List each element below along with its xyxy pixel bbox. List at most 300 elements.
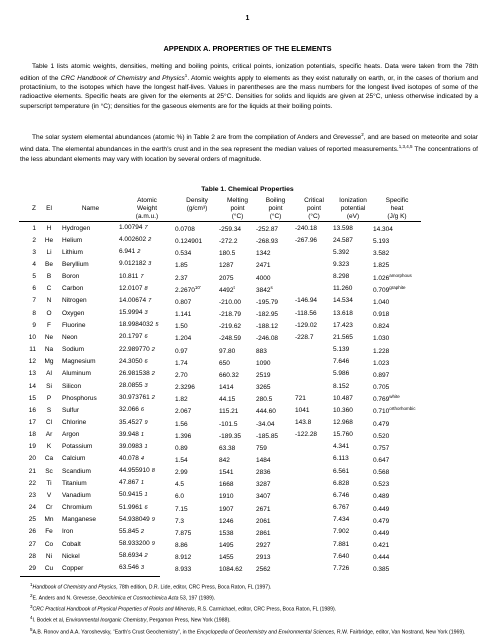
- header-ionization-1: Ionization: [339, 197, 367, 204]
- element-symbol-value: P: [46, 394, 52, 402]
- boiling-point-value: 3842: [256, 286, 271, 294]
- specific-heat: [373, 222, 421, 235]
- ionization-potential: [333, 222, 373, 235]
- header-heat-3: (J/g K): [373, 213, 421, 222]
- atomic-weight: [119, 465, 175, 477]
- melting-point: [219, 562, 256, 574]
- atomic-number-value: 27: [28, 540, 36, 548]
- critical-point: [295, 514, 333, 526]
- weight-uncertainty: 1: [144, 492, 148, 499]
- element-symbol-value: He: [44, 236, 54, 244]
- melting-point-value: 1495: [219, 542, 234, 550]
- specific-heat: [373, 502, 421, 514]
- melting-point-value: 180.5: [219, 250, 236, 258]
- element-name-value: Beryllium: [62, 260, 89, 268]
- ionization-potential: [333, 344, 373, 356]
- header-ionization-2: potential: [340, 205, 366, 212]
- ionization-potential: [333, 417, 373, 429]
- ionization-potential-value: 5.139: [333, 346, 350, 354]
- atomic-number-value: 28: [28, 552, 36, 560]
- melting-point: [219, 344, 256, 356]
- header-weight-3: (a.m.u.): [119, 213, 175, 222]
- element-name: [58, 344, 119, 356]
- specific-heat: [373, 368, 421, 380]
- density-value: 2.3296: [175, 384, 195, 392]
- header-melting-2: point: [230, 205, 245, 212]
- specific-heat: [373, 429, 421, 441]
- atomic-weight: [119, 331, 175, 343]
- ionization-potential: [333, 380, 373, 392]
- footnote-text: E. Anders and N. Grevesse,: [32, 595, 99, 602]
- boiling-point-value: 3287: [256, 481, 271, 489]
- ionization-potential: [333, 489, 373, 501]
- density: [175, 489, 219, 501]
- atomic-number: [19, 295, 40, 307]
- atomic-weight: [119, 477, 175, 489]
- ionization-potential-value: 21.565: [333, 333, 353, 341]
- critical-point: [295, 368, 333, 380]
- boiling-point-value: 2471: [256, 262, 271, 270]
- density-value: 1.141: [175, 311, 192, 319]
- melting-point: [219, 477, 256, 489]
- melting-point: [219, 502, 256, 514]
- atomic-number: [19, 271, 40, 283]
- intro-italic: CRC Handbook of Chemistry and Physics: [60, 75, 185, 83]
- specific-heat-value: 0.489: [373, 493, 390, 501]
- table-row: [19, 441, 421, 453]
- boiling-note: s: [270, 284, 273, 290]
- density-value: 2.99: [175, 469, 188, 477]
- element-symbol-value: Ar: [45, 431, 53, 439]
- boiling-point: [256, 429, 295, 441]
- header-weight-1: Atomic: [137, 197, 157, 204]
- boiling-point-value: -34.04: [256, 420, 275, 428]
- melting-point: [219, 246, 256, 258]
- critical-point: [295, 331, 333, 343]
- specific-heat-value: 1.040: [373, 298, 390, 306]
- density-value: 0.534: [175, 250, 192, 258]
- melting-point: [219, 319, 256, 331]
- atomic-weight: [119, 441, 175, 453]
- specific-heat-value: 0.710: [373, 408, 390, 416]
- atomic-weight: [119, 404, 175, 416]
- ionization-potential-value: 6.561: [333, 467, 350, 475]
- table-row: [19, 283, 421, 295]
- ionization-potential-value: 12.968: [333, 419, 353, 426]
- melting-point-value: 1668: [219, 481, 234, 489]
- ionization-potential-value: 7.434: [333, 516, 350, 524]
- header-heat-2: heat: [390, 205, 404, 212]
- element-symbol-value: Ca: [44, 455, 54, 463]
- boiling-point: [256, 234, 295, 246]
- melting-point: [219, 295, 256, 307]
- footnote-rule: [20, 576, 160, 577]
- element-name: [58, 368, 119, 380]
- element-name: [58, 392, 119, 404]
- ionization-potential-value: 5.392: [333, 248, 350, 256]
- density: [175, 380, 219, 392]
- element-name: [58, 441, 119, 453]
- atomic-weight: [119, 295, 175, 307]
- atomic-weight: [119, 489, 175, 501]
- specific-heat-value: 14.304: [373, 226, 393, 233]
- element-name: [58, 234, 119, 246]
- critical-point: [295, 234, 333, 246]
- ionization-potential-value: 10.360: [333, 406, 353, 414]
- melting-point: [219, 514, 256, 526]
- density: [175, 246, 219, 258]
- table-row: [19, 550, 421, 562]
- boiling-point: [256, 295, 295, 307]
- melting-point-value: 4492: [219, 286, 234, 294]
- atomic-weight: [119, 258, 175, 270]
- critical-point: [295, 429, 333, 441]
- boiling-point-value: -185.85: [256, 432, 279, 440]
- specific-heat-value: 0.757: [373, 444, 390, 452]
- weight-uncertainty: 7: [148, 297, 152, 304]
- critical-point-value: 721: [295, 394, 306, 402]
- density: [175, 441, 219, 453]
- atomic-number: [19, 368, 40, 380]
- element-symbol-value: Li: [46, 248, 52, 256]
- ionization-potential: [333, 526, 373, 538]
- atomic-number: [19, 489, 40, 501]
- specific-heat-value: 1.026: [373, 274, 390, 282]
- atomic-weight: [119, 380, 175, 392]
- specific-heat: [373, 417, 421, 429]
- atomic-weight: [119, 417, 175, 429]
- atomic-weight-value: 30.973761: [119, 394, 150, 402]
- specific-heat-form: graphite: [389, 284, 406, 290]
- element-symbol: [40, 550, 58, 562]
- table-row: [19, 234, 421, 246]
- atomic-weight-value: 24.3050: [119, 357, 143, 365]
- atomic-number: [19, 477, 40, 489]
- density-value: 0.89: [175, 444, 188, 452]
- atomic-number: [19, 502, 40, 514]
- melting-point: [219, 538, 256, 550]
- atomic-number: [19, 234, 40, 246]
- element-name-value: Phosphorus: [62, 394, 97, 402]
- density: [175, 526, 219, 538]
- atomic-weight-value: 35.4527: [119, 418, 143, 426]
- element-symbol-value: Fe: [45, 528, 53, 536]
- boiling-point-value: -182.95: [256, 311, 279, 319]
- atomic-number-value: 25: [28, 516, 36, 524]
- melting-point: [219, 356, 256, 368]
- table-row: [19, 258, 421, 270]
- density-value: 2.70: [175, 371, 188, 379]
- atomic-number-value: 19: [28, 443, 36, 451]
- element-name-value: Nitrogen: [62, 297, 87, 305]
- atomic-weight: [119, 368, 175, 380]
- footnote-number: 1: [30, 582, 33, 587]
- boiling-point: [256, 368, 295, 380]
- element-name-value: Iron: [62, 528, 74, 536]
- atomic-number-value: 9: [32, 321, 36, 329]
- footnote: [20, 593, 478, 603]
- ionization-potential: [333, 271, 373, 283]
- specific-heat-value: 0.479: [373, 517, 390, 525]
- element-symbol-value: Co: [44, 540, 54, 548]
- specific-heat-value: 1.023: [373, 359, 390, 367]
- critical-point: [295, 283, 333, 295]
- atomic-weight: [119, 502, 175, 514]
- table-row: [19, 477, 421, 489]
- boiling-point: [256, 477, 295, 489]
- boiling-point: [256, 489, 295, 501]
- boiling-point: [256, 514, 295, 526]
- atomic-number-value: 7: [32, 297, 36, 305]
- element-symbol: [40, 344, 58, 356]
- atomic-number: [19, 356, 40, 368]
- ionization-potential: [333, 562, 373, 574]
- boiling-point-value: 1484: [256, 456, 271, 464]
- atomic-weight-value: 15.9994: [119, 309, 143, 317]
- density-value: 4.5: [175, 481, 185, 489]
- melting-point-value: -218.79: [219, 311, 242, 319]
- melting-point: [219, 526, 256, 538]
- ionization-potential-value: 9.323: [333, 260, 350, 268]
- element-name-value: Boron: [62, 273, 80, 281]
- specific-heat: [373, 477, 421, 489]
- atomic-number: [19, 465, 40, 477]
- atomic-number: [19, 538, 40, 550]
- footnote-text: I. Bodek et al,: [32, 618, 66, 625]
- atomic-number-value: 22: [28, 479, 36, 487]
- element-symbol-value: B: [46, 273, 52, 281]
- element-name-value: Fluorine: [62, 321, 86, 329]
- specific-heat: [373, 319, 421, 331]
- specific-heat-form: white: [389, 394, 400, 400]
- weight-uncertainty: 2: [151, 370, 155, 377]
- element-name: [58, 526, 119, 538]
- element-name-value: Cobalt: [62, 540, 81, 548]
- atomic-number-value: 3: [32, 248, 36, 256]
- footnote-text-end: , 78th edition, D.R. Lide, editor, CRC Press, Boca Raton, FL (1997).: [116, 584, 272, 591]
- ionization-potential: [333, 465, 373, 477]
- atomic-number-value: 5: [32, 273, 36, 281]
- atomic-number: [19, 441, 40, 453]
- specific-heat-value: 0.918: [373, 311, 390, 319]
- element-name: [58, 283, 119, 295]
- ionization-potential: [333, 258, 373, 270]
- atomic-weight-value: 28.0855: [119, 382, 143, 390]
- element-symbol-value: Be: [45, 260, 53, 268]
- element-symbol-value: Mg: [44, 358, 54, 366]
- atomic-weight: [119, 234, 175, 246]
- abundance-text-a: The solar system elemental abundances (atomic %) in Table 2 are from the compilation of Anders and Grevesse: [32, 134, 362, 142]
- element-symbol: [40, 417, 58, 429]
- boiling-point: [256, 380, 295, 392]
- melting-point: [219, 404, 256, 416]
- boiling-point-value: 2861: [256, 529, 271, 537]
- ionization-potential-value: 17.423: [333, 321, 353, 329]
- header-ionization-3: (eV): [333, 213, 373, 222]
- weight-uncertainty: 8: [151, 468, 155, 475]
- boiling-point-value: 2927: [256, 542, 271, 550]
- atomic-weight-value: 4.002602: [119, 236, 147, 244]
- header-boiling-2: point: [268, 205, 283, 212]
- ionization-potential-value: 10.487: [333, 394, 353, 402]
- footnote-number: 5: [30, 626, 33, 632]
- density: [175, 453, 219, 465]
- element-name: [58, 319, 119, 331]
- density-value: 0.124901: [175, 238, 203, 246]
- melting-point-value: 1455: [219, 554, 234, 562]
- atomic-weight-value: 47.867: [119, 479, 139, 487]
- atomic-weight: [119, 222, 175, 235]
- boiling-point-value: 2519: [256, 371, 271, 379]
- element-name: [58, 307, 119, 319]
- boiling-point-value: -268.93: [256, 238, 279, 246]
- element-name: [58, 246, 119, 258]
- weight-uncertainty: 3: [148, 261, 152, 268]
- element-symbol-value: Al: [46, 370, 52, 378]
- boiling-point: [256, 404, 295, 416]
- table-row: [19, 526, 421, 538]
- weight-uncertainty: 3: [144, 383, 148, 390]
- abundance-footnote-ref-1: 2: [361, 132, 364, 137]
- abundance-footnote-ref-2: 1,3,4,5: [398, 144, 413, 150]
- density-temperature: 10': [194, 284, 201, 290]
- melting-point: [219, 331, 256, 343]
- ionization-potential: [333, 234, 373, 246]
- atomic-weight: [119, 246, 175, 258]
- critical-point: [295, 380, 333, 392]
- element-symbol: [40, 489, 58, 501]
- ionization-potential: [333, 319, 373, 331]
- atomic-number-value: 2: [32, 236, 36, 244]
- melting-point-value: -101.5: [219, 420, 238, 428]
- critical-point: [295, 502, 333, 514]
- boiling-point: [256, 356, 295, 368]
- boiling-point-value: 759: [256, 444, 267, 452]
- atomic-number-value: 29: [28, 564, 36, 572]
- ionization-potential-value: 6.113: [333, 455, 349, 463]
- element-symbol-value: H: [46, 224, 52, 232]
- specific-heat: [373, 489, 421, 501]
- element-symbol-value: F: [47, 321, 51, 329]
- melting-point: [219, 453, 256, 465]
- melting-point-value: 1907: [219, 505, 234, 513]
- atomic-weight-value: 58.933200: [119, 540, 150, 548]
- element-symbol: [40, 538, 58, 550]
- footnote-text: A.B. Ronov and A.A. Yaroshevsky, “Earth’s Crust Geochemistry”, in the: [32, 629, 197, 636]
- specific-heat: [373, 465, 421, 477]
- specific-heat-value: 1.228: [373, 347, 390, 355]
- weight-uncertainty: 9: [151, 516, 155, 523]
- ionization-potential: [333, 514, 373, 526]
- atomic-number-value: 17: [28, 419, 36, 426]
- critical-point-value: 1041: [295, 406, 310, 414]
- footnote-text-end: 53, 197 (1989).: [178, 595, 216, 602]
- intro-paragraph: [20, 62, 478, 111]
- boiling-point: [256, 271, 295, 283]
- atomic-number-value: 20: [28, 455, 36, 463]
- boiling-point-value: -195.79: [256, 298, 279, 306]
- element-name: [58, 356, 119, 368]
- melting-point: [219, 417, 256, 429]
- critical-point-value: -122.28: [295, 431, 318, 439]
- element-symbol-value: S: [46, 406, 52, 414]
- weight-uncertainty: 2: [137, 249, 141, 256]
- boiling-point: [256, 283, 295, 295]
- specific-heat: [373, 514, 421, 526]
- melting-point-value: 1910: [219, 493, 234, 501]
- element-symbol-value: K: [46, 443, 52, 451]
- atomic-weight-value: 6.941: [119, 248, 136, 256]
- ionization-potential-value: 13.598: [333, 224, 353, 232]
- specific-heat: [373, 283, 421, 295]
- boiling-point-value: 2061: [256, 517, 271, 525]
- atomic-number: [19, 429, 40, 441]
- header-critical-1: Critical: [304, 197, 324, 204]
- specific-heat-form: amorphous: [389, 272, 412, 278]
- footnote-number: 2: [30, 593, 33, 599]
- boiling-point-value: 2836: [256, 469, 271, 477]
- boiling-point-value: 1090: [256, 359, 271, 367]
- footnote-text-end: , R.S. Carmichael, editor, CRC Press, Boca Raton, FL (1989).: [194, 606, 337, 613]
- element-name-value: Carbon: [62, 285, 84, 293]
- density-value: 1.396: [175, 432, 192, 440]
- ionization-potential: [333, 502, 373, 514]
- ionization-potential-value: 7.902: [333, 528, 350, 536]
- specific-heat: [373, 550, 421, 562]
- boiling-point-value: 1342: [256, 250, 271, 258]
- density-value: 2.067: [175, 408, 192, 416]
- element-name-value: Sodium: [62, 346, 85, 354]
- boiling-point-value: 444.60: [256, 408, 276, 416]
- intro-footnote-ref: 1: [184, 73, 188, 79]
- specific-heat: [373, 380, 421, 392]
- melting-point-value: 63.38: [219, 444, 236, 452]
- header-boiling-3: (°C): [256, 213, 295, 222]
- table-row: [19, 380, 421, 392]
- footnote-source-title: Geochimica et Cosmochimica Acta: [98, 595, 179, 602]
- footnote-text-end: , Pergamon Press, New York (1988).: [146, 618, 231, 625]
- ionization-potential: [333, 331, 373, 343]
- ionization-potential-value: 7.646: [333, 358, 350, 366]
- element-name: [58, 331, 119, 343]
- table-row: [19, 356, 421, 368]
- melting-point: [219, 392, 256, 404]
- boiling-point: [256, 319, 295, 331]
- atomic-number: [19, 392, 40, 404]
- density: [175, 502, 219, 514]
- intro-text-a: Table 1 lists atomic weights, densities, melting and boiling points, critical points, ionization potentials, specific heats. Data were taken from the 78th edition of the: [20, 63, 478, 83]
- footnote: [20, 604, 478, 614]
- weight-uncertainty: 1: [144, 443, 148, 450]
- atomic-weight: [119, 271, 175, 283]
- atomic-weight: [119, 283, 175, 295]
- element-name: [58, 429, 119, 441]
- melting-point-value: -248.59: [219, 335, 242, 343]
- specific-heat-value: 0.444: [373, 554, 390, 562]
- element-symbol-value: Ne: [44, 333, 54, 341]
- atomic-number: [19, 417, 40, 429]
- footnotes: [20, 582, 478, 638]
- critical-point: [295, 477, 333, 489]
- weight-uncertainty: 8: [144, 285, 148, 292]
- density-value: 0.0708: [175, 226, 195, 233]
- header-critical-3: (°C): [295, 213, 333, 222]
- ionization-potential: [333, 392, 373, 404]
- melting-point: [219, 465, 256, 477]
- specific-heat-value: 0.385: [373, 566, 390, 574]
- atomic-number: [19, 526, 40, 538]
- critical-point: [295, 465, 333, 477]
